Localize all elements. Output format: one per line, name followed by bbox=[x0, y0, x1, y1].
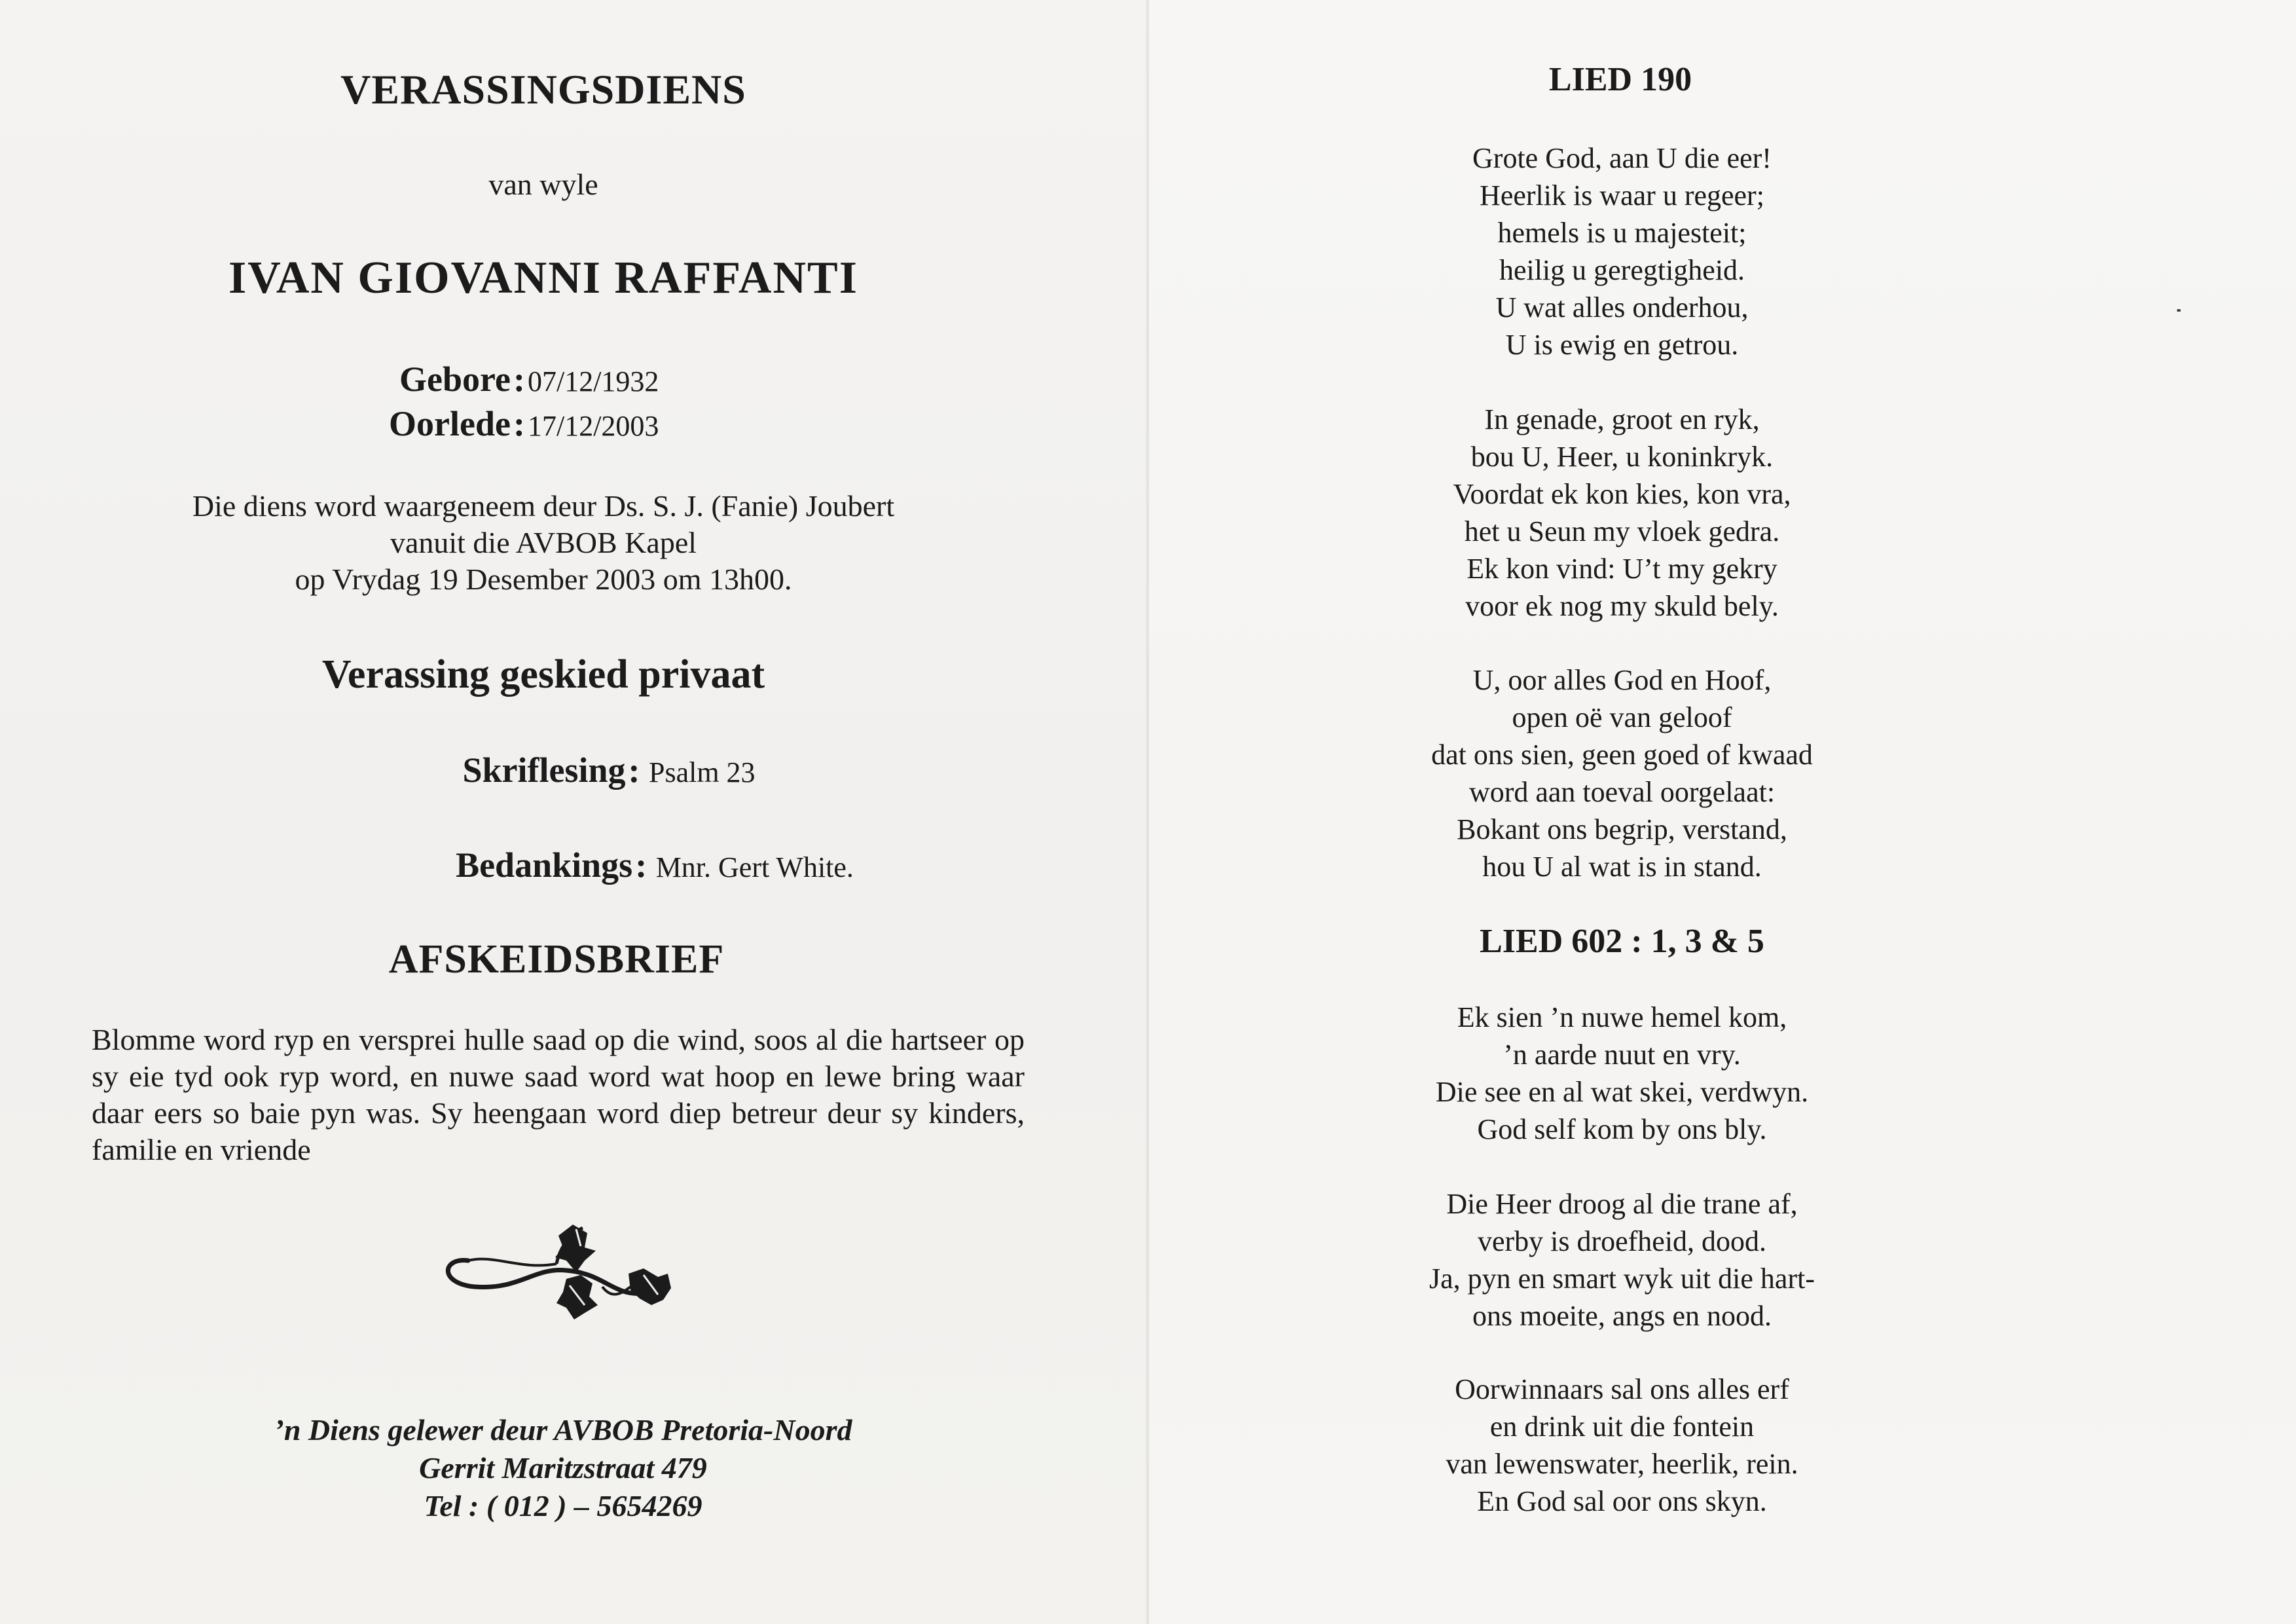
verse-line: ons moeite, angs en nood. bbox=[1472, 1300, 1772, 1332]
footer-line: Tel : ( 012 ) – 5654269 bbox=[424, 1489, 702, 1522]
verse-line: open oë van geloof bbox=[1512, 701, 1732, 733]
verse-line: Oorwinnaars sal ons alles erf bbox=[1455, 1373, 1789, 1405]
vine-leaves-ornament-icon bbox=[435, 1221, 684, 1326]
verse-line: Voordat ek kon kies, kon vra, bbox=[1453, 478, 1791, 510]
life-dates bbox=[386, 357, 845, 446]
verse-line: U is ewig en getrou. bbox=[1505, 329, 1739, 361]
born-label: Gebore bbox=[399, 360, 511, 399]
reading-separator: : bbox=[628, 750, 640, 790]
died-date: 17/12/2003 bbox=[527, 410, 659, 442]
verse-line: Bokant ons begrip, verstand, bbox=[1457, 813, 1787, 845]
verse-line: Grote God, aan U die eer! bbox=[1472, 142, 1772, 174]
verse-line: voor ek nog my skuld bely. bbox=[1465, 590, 1779, 622]
right-page bbox=[1149, 0, 2296, 1624]
verse-line: ’n aarde nuut en vry. bbox=[1503, 1039, 1741, 1071]
died-label: Oorlede bbox=[389, 404, 511, 443]
hymn-602-verse-3 bbox=[1149, 1185, 2095, 1335]
verse-line: U, oor alles God en Hoof, bbox=[1472, 664, 1772, 696]
hymn-190-verse-2 bbox=[1149, 401, 2095, 625]
thanks-label: Bedankings bbox=[456, 845, 633, 885]
hymn-602-title: LIED 602 : 1, 3 & 5 bbox=[1480, 923, 1764, 960]
verse-line: Die Heer droog al die trane af, bbox=[1446, 1188, 1798, 1220]
funeral-home-footer bbox=[0, 1411, 1126, 1525]
service-line: vanuit die AVBOB Kapel bbox=[390, 526, 697, 559]
farewell-letter-title: AFSKEIDSBRIEF bbox=[388, 937, 725, 982]
cremation-note: Verassing geskied privaat bbox=[321, 652, 765, 697]
verse-line: Ja, pyn en smart wyk uit die hart- bbox=[1429, 1263, 1815, 1295]
born-row bbox=[386, 357, 845, 401]
service-details bbox=[0, 488, 1087, 598]
verse-line: Die see en al wat skei, verdwyn. bbox=[1435, 1076, 1809, 1108]
service-line: op Vrydag 19 Desember 2003 om 13h00. bbox=[295, 563, 792, 596]
verse-line: van lewenswater, heerlik, rein. bbox=[1446, 1448, 1798, 1480]
thanks-value: Mnr. Gert White. bbox=[655, 851, 854, 883]
paper-speck bbox=[2177, 309, 2181, 312]
thanks-separator: : bbox=[635, 845, 647, 885]
hymn-190-verse-3 bbox=[1149, 661, 2095, 885]
reading-label: Skriflesing bbox=[462, 750, 626, 790]
verse-line: en drink uit die fontein bbox=[1489, 1411, 1755, 1443]
footer-line: Gerrit Maritzstraat 479 bbox=[419, 1451, 707, 1485]
verse-line: dat ons sien, geen goed of kwaad bbox=[1431, 739, 1813, 771]
verse-line: hemels is u majesteit; bbox=[1497, 217, 1747, 249]
verse-line: U wat alles onderhou, bbox=[1495, 291, 1749, 323]
service-line: Die diens word waargeneem deur Ds. S. J. (Fanie) Joubert bbox=[192, 489, 895, 523]
footer-line: ’n Diens gelewer deur AVBOB Pretoria-Noord bbox=[274, 1413, 852, 1447]
verse-line: Ek sien ’n nuwe hemel kom, bbox=[1457, 1001, 1787, 1033]
verse-line: En God sal oor ons skyn. bbox=[1477, 1485, 1767, 1517]
hymn-602-verse-1 bbox=[1149, 999, 2095, 1148]
verse-line: God self kom by ons bly. bbox=[1477, 1113, 1767, 1145]
died-separator: : bbox=[513, 404, 525, 443]
verse-line: hou U al wat is in stand. bbox=[1482, 851, 1762, 883]
verse-line: Ek kon vind: U’t my gekry bbox=[1467, 553, 1777, 585]
farewell-letter-text: Blomme word ryp en versprei hulle saad op die wind, soos al die hartseer op sy eie tyd ook ryp word, en nuwe saad word wat hoop en lewe bring waar daar eers so baie pyn was. Sy heengaan word diep betreur deur sy kinders, familie en vriende bbox=[92, 1023, 1025, 1166]
thanks-row bbox=[111, 845, 1198, 885]
verse-line: verby is droefheid, dood. bbox=[1477, 1225, 1767, 1257]
hymn-190-verse-1 bbox=[1149, 139, 2095, 363]
programme-title: VERASSINGSDIENS bbox=[340, 66, 746, 113]
deceased-name: IVAN GIOVANNI RAFFANTI bbox=[228, 253, 858, 303]
verse-line: heilig u geregtigheid. bbox=[1499, 254, 1745, 286]
verse-line: word aan toeval oorgelaat: bbox=[1468, 776, 1776, 808]
verse-line: bou U, Heer, u koninkryk. bbox=[1470, 441, 1774, 473]
born-date: 07/12/1932 bbox=[527, 365, 659, 397]
hymn-602-verse-5 bbox=[1149, 1371, 2095, 1520]
verse-line: Heerlik is waar u regeer; bbox=[1480, 179, 1764, 212]
died-row bbox=[386, 401, 845, 446]
scripture-reading-row bbox=[65, 750, 1152, 790]
verse-line: In genade, groot en ryk, bbox=[1484, 403, 1760, 435]
hymn-190-title: LIED 190 bbox=[1548, 61, 1692, 98]
verse-line: het u Seun my vloek gedra. bbox=[1464, 515, 1780, 547]
born-separator: : bbox=[513, 360, 525, 399]
reading-value: Psalm 23 bbox=[648, 756, 756, 788]
programme-subtitle: van wyle bbox=[488, 168, 598, 201]
